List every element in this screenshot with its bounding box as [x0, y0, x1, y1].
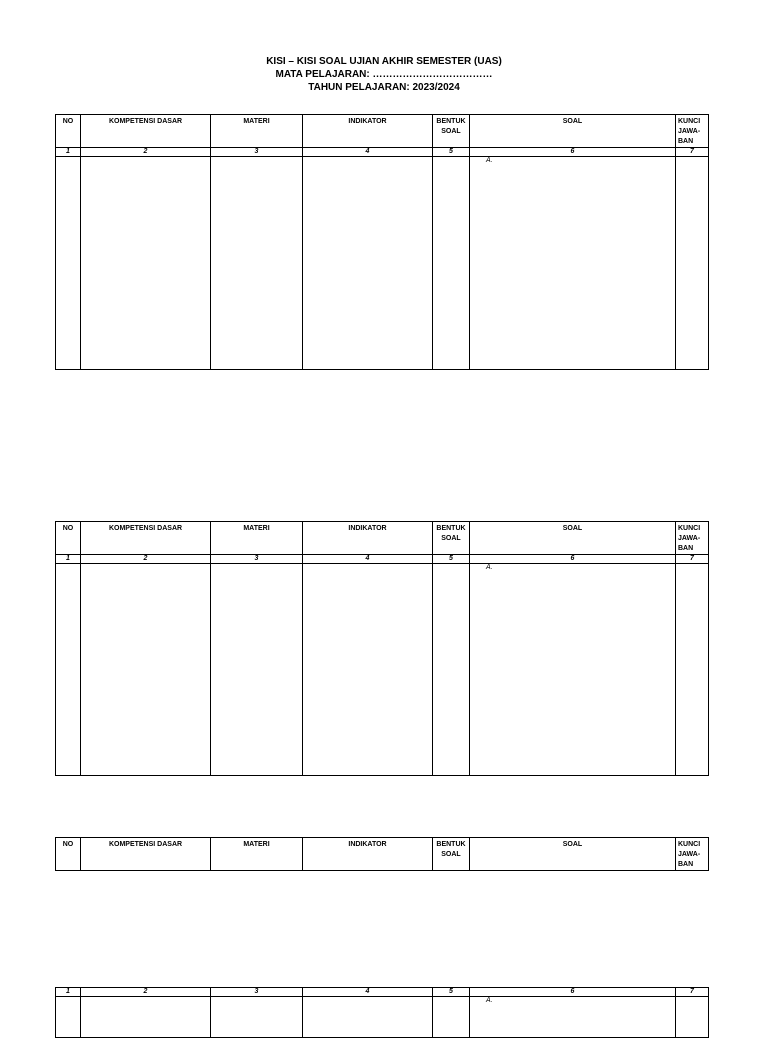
- header-kunci-line3: BAN: [678, 861, 694, 868]
- header-soal: SOAL: [470, 838, 676, 871]
- document-title: KISI – KISI SOAL UJIAN AKHIR SEMESTER (UAS): [266, 56, 502, 67]
- column-number: 6: [470, 988, 676, 997]
- column-number: 7: [676, 148, 709, 157]
- header-bentuk-line2: SOAL: [441, 535, 461, 542]
- column-number: 4: [303, 988, 433, 997]
- table-header-row: [56, 838, 709, 871]
- table-body-row: [56, 997, 709, 1038]
- column-number: 7: [676, 555, 709, 564]
- header-kunci-line1: KUNCI: [678, 525, 701, 532]
- column-number-row: [56, 555, 709, 564]
- header-bentuk-line1: BENTUK: [436, 841, 466, 848]
- header-bentuk-line2: SOAL: [441, 128, 461, 135]
- header-no: NO: [56, 115, 81, 148]
- cell-no: [56, 564, 81, 776]
- header-materi: MATERI: [211, 115, 303, 148]
- cell-indikator: [303, 997, 433, 1038]
- column-number: 6: [470, 555, 676, 564]
- cell-materi: [211, 564, 303, 776]
- column-number: 4: [303, 555, 433, 564]
- cell-kompetensi-dasar: [81, 997, 211, 1038]
- column-number: 6: [470, 148, 676, 157]
- header-kunci-line2: JAWA-: [678, 851, 701, 858]
- header-kunci-line3: BAN: [678, 545, 694, 552]
- header-indikator: INDIKATOR: [303, 522, 433, 555]
- header-soal: SOAL: [470, 115, 676, 148]
- header-no: NO: [56, 838, 81, 871]
- header-soal: SOAL: [470, 522, 676, 555]
- header-kunci-line1: KUNCI: [678, 841, 701, 848]
- header-kunci-line3: BAN: [678, 138, 694, 145]
- header-kunci-jawaban: [676, 838, 709, 871]
- header-bentuk-line1: BENTUK: [436, 118, 466, 125]
- column-number: 3: [211, 555, 303, 564]
- cell-indikator: [303, 564, 433, 776]
- cell-materi: [211, 997, 303, 1038]
- header-materi: MATERI: [211, 522, 303, 555]
- kisi-table-4: [55, 987, 709, 1038]
- answer-marker: A.: [486, 564, 493, 571]
- header-kompetensi-dasar: KOMPETENSI DASAR: [81, 838, 211, 871]
- table-body-row: [56, 157, 709, 370]
- header-bentuk-line2: SOAL: [441, 851, 461, 858]
- cell-kunci-jawaban: [676, 564, 709, 776]
- cell-kompetensi-dasar: [81, 564, 211, 776]
- column-number: 1: [56, 148, 81, 157]
- cell-bentuk-soal: [433, 564, 470, 776]
- kisi-table-2: [55, 521, 709, 776]
- header-kunci-line1: KUNCI: [678, 118, 701, 125]
- column-number: 5: [433, 555, 470, 564]
- answer-marker: A.: [486, 997, 493, 1004]
- header-bentuk-soal: [433, 115, 470, 148]
- cell-no: [56, 157, 81, 370]
- column-number: 5: [433, 148, 470, 157]
- column-number: 1: [56, 988, 81, 997]
- table-header-row: [56, 522, 709, 555]
- header-bentuk-soal: [433, 838, 470, 871]
- column-number: 1: [56, 555, 81, 564]
- cell-no: [56, 997, 81, 1038]
- header-kunci-jawaban: [676, 522, 709, 555]
- kisi-table-3-header: [55, 837, 709, 871]
- header-materi: MATERI: [211, 838, 303, 871]
- cell-soal: [470, 564, 676, 776]
- academic-year: TAHUN PELAJARAN: 2023/2024: [308, 82, 460, 93]
- table-header-row: [56, 115, 709, 148]
- header-bentuk-line1: BENTUK: [436, 525, 466, 532]
- cell-bentuk-soal: [433, 157, 470, 370]
- header-indikator: INDIKATOR: [303, 115, 433, 148]
- column-number: 5: [433, 988, 470, 997]
- header-no: NO: [56, 522, 81, 555]
- column-number: 4: [303, 148, 433, 157]
- cell-indikator: [303, 157, 433, 370]
- cell-materi: [211, 157, 303, 370]
- header-kunci-jawaban: [676, 115, 709, 148]
- column-number: 2: [81, 555, 211, 564]
- cell-soal: [470, 157, 676, 370]
- column-number-row: [56, 148, 709, 157]
- header-indikator: INDIKATOR: [303, 838, 433, 871]
- column-number: 3: [211, 148, 303, 157]
- cell-soal: [470, 997, 676, 1038]
- column-number: 2: [81, 988, 211, 997]
- subject-line: MATA PELAJARAN: ………………………………: [275, 69, 493, 80]
- header-bentuk-soal: [433, 522, 470, 555]
- header-kompetensi-dasar: KOMPETENSI DASAR: [81, 115, 211, 148]
- cell-kompetensi-dasar: [81, 157, 211, 370]
- kisi-table-1: [55, 114, 709, 370]
- column-number: 3: [211, 988, 303, 997]
- column-number-row: [56, 988, 709, 997]
- header-kunci-line2: JAWA-: [678, 128, 701, 135]
- table-body-row: [56, 564, 709, 776]
- header-kompetensi-dasar: KOMPETENSI DASAR: [81, 522, 211, 555]
- column-number: 7: [676, 988, 709, 997]
- header-kunci-line2: JAWA-: [678, 535, 701, 542]
- answer-marker: A.: [486, 157, 493, 164]
- cell-bentuk-soal: [433, 997, 470, 1038]
- cell-kunci-jawaban: [676, 157, 709, 370]
- cell-kunci-jawaban: [676, 997, 709, 1038]
- column-number: 2: [81, 148, 211, 157]
